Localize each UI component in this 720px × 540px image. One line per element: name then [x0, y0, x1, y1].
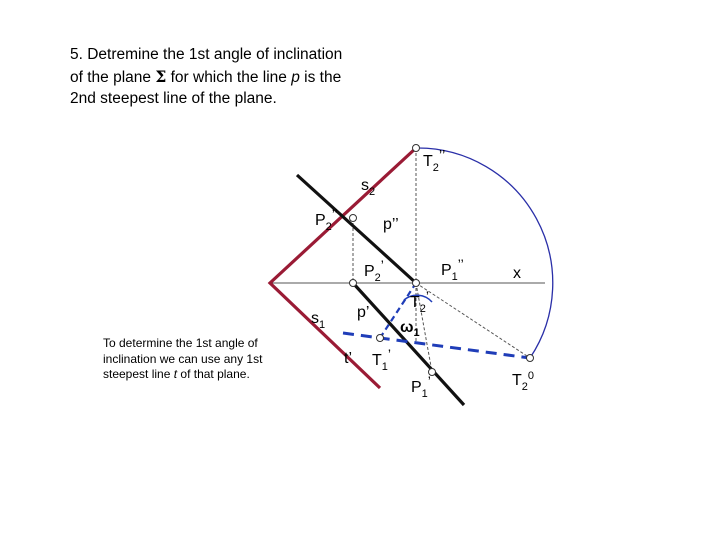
- point-T1-first: [377, 335, 384, 342]
- label-P2-second: $P_2$’’: [315, 206, 338, 233]
- helper-line-T2d-T20: [416, 283, 530, 358]
- label-t-first: t’: [344, 350, 352, 367]
- label-p-first: p’: [357, 304, 370, 321]
- task-line-2a: of the plane: [70, 68, 156, 86]
- label-omega1: $\omega_1$: [400, 319, 420, 339]
- task-line-2c: is the: [299, 68, 342, 86]
- task-line-2b: for which the line: [166, 68, 292, 86]
- label-s2: $s_2$: [361, 177, 376, 198]
- label-P1-first: $P_1$’: [411, 373, 431, 400]
- note-t-symbol: t: [173, 367, 178, 381]
- line-p-first-projection: [353, 283, 464, 405]
- label-p-second: p’’: [383, 216, 399, 233]
- label-T2-first: $T_2$’: [410, 288, 430, 315]
- trace-s2-s1: [270, 148, 416, 388]
- label-P2-first: $P_2$’: [364, 257, 384, 284]
- note-text-b: of that plane.: [177, 367, 250, 381]
- point-P2-first: [350, 280, 357, 287]
- label-T2-second: $T_2$’’: [423, 147, 446, 174]
- task-line-1: 5. Detremine the 1st angle of inclination: [70, 46, 343, 63]
- label-P1-second: $P_1$’’: [441, 256, 464, 283]
- note-text-a: To determine the 1st angle of inclination we can use any 1st steepest line: [103, 336, 263, 381]
- rotation-arc: [416, 148, 553, 358]
- point-T2-second: [413, 145, 420, 152]
- label-s1: $s_1$: [311, 310, 326, 331]
- label-T2-zero: $T_2^0$: [512, 370, 535, 393]
- point-P1-second: [413, 280, 420, 287]
- sigma-symbol: Σ: [155, 66, 167, 86]
- task-line-3: 2nd steepest line of the plane.: [70, 90, 277, 107]
- point-P2-second: [350, 215, 357, 222]
- line-p-symbol: p: [291, 68, 300, 86]
- point-T2-zero: [527, 355, 534, 362]
- label-x: x: [513, 265, 521, 282]
- label-T1-first: $T_1$’: [372, 346, 392, 373]
